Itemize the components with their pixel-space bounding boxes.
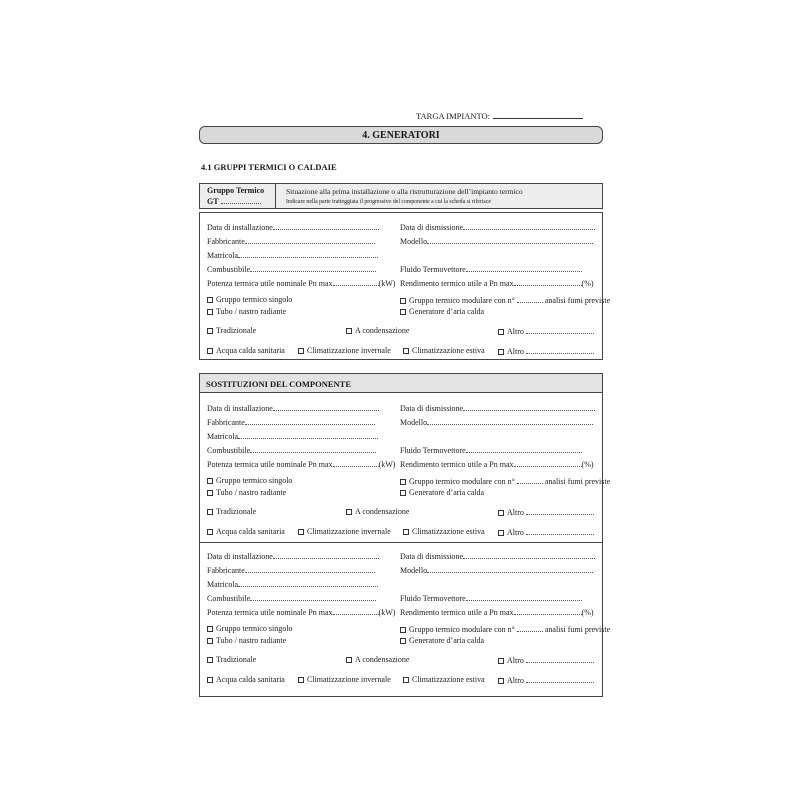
condensazione-checkbox[interactable] <box>346 328 352 334</box>
perc-unit: (%) <box>581 608 594 617</box>
matricola-label: Matricola <box>207 432 239 441</box>
altro-tipo-checkbox[interactable] <box>498 510 504 516</box>
altro-uso-option <box>498 346 594 357</box>
clima-estiva-checkbox[interactable] <box>403 529 409 535</box>
gruppo-modulare-option <box>400 476 610 487</box>
acqua-option <box>207 527 285 537</box>
combustibile-label: Combustibile <box>207 594 251 603</box>
rendimento-field <box>400 278 594 289</box>
gruppo-singolo-checkbox[interactable] <box>207 478 213 484</box>
altro-uso-label: Altro <box>507 347 524 356</box>
fill-line[interactable] <box>245 236 375 244</box>
matricola-field <box>207 431 378 442</box>
fill-line[interactable] <box>250 445 376 453</box>
fill-line[interactable] <box>238 431 378 439</box>
altro-tipo-checkbox[interactable] <box>498 329 504 335</box>
targa-input-line[interactable] <box>493 110 583 119</box>
fluido-label: Fluido Termovettore <box>400 446 466 455</box>
condensazione-option <box>346 326 409 336</box>
altro-tipo-label: Altro <box>507 656 524 665</box>
fill-line[interactable] <box>273 222 379 230</box>
gruppo-singolo-option <box>207 476 292 486</box>
fabbricante-field <box>207 417 375 428</box>
perc-unit: (%) <box>581 460 594 469</box>
clima-est-option <box>403 675 485 685</box>
acqua-sanitaria-checkbox[interactable] <box>207 529 213 535</box>
generatore-aria-label: Generatore d’aria calda <box>409 488 485 497</box>
clima-inv-label: Climatizzazione invernale <box>307 675 391 684</box>
potenza-field <box>207 607 395 618</box>
modello-field <box>400 417 593 428</box>
clima-est-label: Climatizzazione estiva <box>412 346 485 355</box>
altro-uso-label: Altro <box>507 528 524 537</box>
fill-line[interactable] <box>463 222 595 230</box>
modello-field <box>400 565 593 576</box>
analisi-label: analisi fumi previste <box>544 625 611 634</box>
analisi-label: analisi fumi previste <box>544 296 611 305</box>
condensazione-option <box>346 507 409 517</box>
fabbricante-label: Fabbricante <box>207 237 245 246</box>
gruppo-modulare-checkbox[interactable] <box>400 298 406 304</box>
gruppo-modulare-option <box>400 295 610 306</box>
gt-note: Indicare nella parte tratteggiata il progressivo del componente a cui la scheda si riferisce <box>286 199 491 205</box>
clima-estiva-checkbox[interactable] <box>403 348 409 354</box>
generatore-aria-checkbox[interactable] <box>400 309 406 315</box>
data-dismissione-field <box>400 551 595 562</box>
fill-line[interactable] <box>250 264 376 272</box>
fill-line[interactable] <box>514 607 582 615</box>
data-installazione-field <box>207 551 379 562</box>
modello-label: Modello <box>400 566 428 575</box>
clima-inv-option <box>298 527 391 537</box>
page-title: 4. GENERATORI <box>199 126 603 144</box>
fill-line[interactable] <box>514 278 582 286</box>
tradizionale-option <box>207 507 256 517</box>
fill-line[interactable] <box>526 655 594 663</box>
gruppo-singolo-checkbox[interactable] <box>207 626 213 632</box>
generatore-aria-option <box>400 307 484 317</box>
matricola-label: Matricola <box>207 251 239 260</box>
fill-line[interactable] <box>250 593 376 601</box>
fill-line[interactable] <box>238 250 378 258</box>
fill-line[interactable] <box>463 403 595 411</box>
fill-line[interactable] <box>245 565 375 573</box>
fabbricante-field <box>207 565 375 576</box>
fill-line[interactable] <box>517 295 543 303</box>
kw-unit: (kW) <box>378 608 396 617</box>
data-dismissione-label: Data di dismissione <box>400 223 464 232</box>
potenza-label: Potenza termica utile nominale Pn max <box>207 279 333 288</box>
condensazione-checkbox[interactable] <box>346 657 352 663</box>
generatore-aria-label: Generatore d’aria calda <box>409 307 485 316</box>
gruppo-modulare-option <box>400 624 610 635</box>
tubo-option <box>207 636 286 646</box>
clima-invernale-checkbox[interactable] <box>298 677 304 683</box>
gruppo-singolo-label: Gruppo termico singolo <box>216 476 293 485</box>
kw-unit: (kW) <box>378 460 396 469</box>
matricola-label: Matricola <box>207 580 239 589</box>
gt-number-field[interactable] <box>221 196 261 204</box>
data-dismissione-field <box>400 403 595 414</box>
combustibile-field <box>207 264 376 275</box>
fluido-field <box>400 445 582 456</box>
gruppo-modulare-checkbox[interactable] <box>400 479 406 485</box>
fill-line[interactable] <box>514 459 582 467</box>
block-divider <box>199 542 603 543</box>
potenza-label: Potenza termica utile nominale Pn max <box>207 460 333 469</box>
fill-line[interactable] <box>333 459 379 467</box>
fill-line[interactable] <box>526 346 594 354</box>
matricola-field <box>207 250 378 261</box>
condensazione-option <box>346 655 409 665</box>
gt-header <box>199 183 603 209</box>
fill-line[interactable] <box>466 593 582 601</box>
data-installazione-label: Data di installazione <box>207 552 273 561</box>
clima-inv-option <box>298 346 391 356</box>
sostituzioni-title: SOSTITUZIONI DEL COMPONENTE <box>199 373 603 393</box>
fill-line[interactable] <box>517 476 543 484</box>
fill-line[interactable] <box>333 278 379 286</box>
data-installazione-label: Data di installazione <box>207 223 273 232</box>
fabbricante-field <box>207 236 375 247</box>
gruppo-modulare-label: Gruppo termico modulare con n° <box>409 477 515 486</box>
matricola-field <box>207 579 378 590</box>
clima-est-label: Climatizzazione estiva <box>412 675 485 684</box>
data-installazione-field <box>207 222 379 233</box>
analisi-label: analisi fumi previste <box>544 477 611 486</box>
generatore-aria-checkbox[interactable] <box>400 638 406 644</box>
clima-est-option <box>403 527 485 537</box>
gruppo-modulare-label: Gruppo termico modulare con n° <box>409 625 515 634</box>
gruppo-singolo-label: Gruppo termico singolo <box>216 295 293 304</box>
tradizionale-checkbox[interactable] <box>207 509 213 515</box>
clima-estiva-checkbox[interactable] <box>403 677 409 683</box>
gt-label-line1: Gruppo Termico <box>207 186 265 195</box>
gruppo-modulare-label: Gruppo termico modulare con n° <box>409 296 515 305</box>
altro-tipo-label: Altro <box>507 508 524 517</box>
fill-line[interactable] <box>526 326 594 334</box>
tradizionale-option <box>207 655 256 665</box>
tradizionale-option <box>207 326 256 336</box>
acqua-option <box>207 346 285 356</box>
fluido-field <box>400 593 582 604</box>
gruppo-singolo-checkbox[interactable] <box>207 297 213 303</box>
data-installazione-field <box>207 403 379 414</box>
clima-invernale-checkbox[interactable] <box>298 348 304 354</box>
fill-line[interactable] <box>463 551 595 559</box>
fill-line[interactable] <box>526 675 594 683</box>
acqua-sanitaria-checkbox[interactable] <box>207 677 213 683</box>
fill-line[interactable] <box>238 579 378 587</box>
clima-est-label: Climatizzazione estiva <box>412 527 485 536</box>
fluido-label: Fluido Termovettore <box>400 265 466 274</box>
tradizionale-label: Tradizionale <box>216 507 257 516</box>
combustibile-label: Combustibile <box>207 446 251 455</box>
tradizionale-checkbox[interactable] <box>207 328 213 334</box>
fill-line[interactable] <box>427 565 593 573</box>
fill-line[interactable] <box>517 624 543 632</box>
altro-uso-label: Altro <box>507 676 524 685</box>
generatore-aria-checkbox[interactable] <box>400 490 406 496</box>
potenza-field <box>207 459 395 470</box>
clima-invernale-checkbox[interactable] <box>298 529 304 535</box>
altro-tipo-option <box>498 507 594 518</box>
tubo-option <box>207 307 286 317</box>
rendimento-field <box>400 459 594 470</box>
fill-line[interactable] <box>273 403 379 411</box>
fill-line[interactable] <box>466 264 582 272</box>
potenza-label: Potenza termica utile nominale Pn max <box>207 608 333 617</box>
targa-label: TARGA IMPIANTO: <box>416 111 491 121</box>
generatore-aria-label: Generatore d’aria calda <box>409 636 485 645</box>
fabbricante-label: Fabbricante <box>207 418 245 427</box>
tradizionale-checkbox[interactable] <box>207 657 213 663</box>
tubo-label: Tubo / nastro radiante <box>216 488 287 497</box>
fill-line[interactable] <box>526 507 594 515</box>
gt-label-cell <box>200 184 276 208</box>
acqua-label: Acqua calda sanitaria <box>216 675 285 684</box>
clima-est-option <box>403 346 485 356</box>
condensazione-checkbox[interactable] <box>346 509 352 515</box>
condensazione-label: A condensazione <box>355 326 410 335</box>
rendimento-label: Rendimento termico utile a Pn max <box>400 279 514 288</box>
gt-desc: Situazione alla prima installazione o alla ristrutturazione dell’impianto termico <box>286 187 523 196</box>
altro-tipo-checkbox[interactable] <box>498 658 504 664</box>
modello-label: Modello <box>400 418 428 427</box>
altro-tipo-option <box>498 655 594 666</box>
tubo-radiante-checkbox[interactable] <box>207 638 213 644</box>
potenza-field <box>207 278 395 289</box>
modello-label: Modello <box>400 237 428 246</box>
data-dismissione-label: Data di dismissione <box>400 404 464 413</box>
fill-line[interactable] <box>273 551 379 559</box>
fill-line[interactable] <box>427 236 593 244</box>
gruppo-modulare-checkbox[interactable] <box>400 627 406 633</box>
acqua-label: Acqua calda sanitaria <box>216 527 285 536</box>
rendimento-label: Rendimento termico utile a Pn max <box>400 608 514 617</box>
gruppo-singolo-option <box>207 624 292 634</box>
data-installazione-label: Data di installazione <box>207 404 273 413</box>
tubo-radiante-checkbox[interactable] <box>207 490 213 496</box>
tradizionale-label: Tradizionale <box>216 655 257 664</box>
altro-uso-checkbox[interactable] <box>498 349 504 355</box>
modello-field <box>400 236 593 247</box>
condensazione-label: A condensazione <box>355 507 410 516</box>
tradizionale-label: Tradizionale <box>216 326 257 335</box>
combustibile-field <box>207 445 376 456</box>
generatore-aria-option <box>400 636 484 646</box>
tubo-option <box>207 488 286 498</box>
gt-label-line2: GT <box>207 197 219 206</box>
fabbricante-label: Fabbricante <box>207 566 245 575</box>
clima-inv-label: Climatizzazione invernale <box>307 346 391 355</box>
rendimento-label: Rendimento termico utile a Pn max <box>400 460 514 469</box>
altro-uso-checkbox[interactable] <box>498 678 504 684</box>
condensazione-label: A condensazione <box>355 655 410 664</box>
fill-line[interactable] <box>333 607 379 615</box>
data-dismissione-label: Data di dismissione <box>400 552 464 561</box>
generatore-aria-option <box>400 488 484 498</box>
fill-line[interactable] <box>526 527 594 535</box>
kw-unit: (kW) <box>378 279 396 288</box>
gruppo-singolo-option <box>207 295 292 305</box>
tubo-label: Tubo / nastro radiante <box>216 307 287 316</box>
acqua-option <box>207 675 285 685</box>
rendimento-field <box>400 607 594 618</box>
acqua-label: Acqua calda sanitaria <box>216 346 285 355</box>
data-dismissione-field <box>400 222 595 233</box>
acqua-sanitaria-checkbox[interactable] <box>207 348 213 354</box>
fluido-field <box>400 264 582 275</box>
altro-tipo-option <box>498 326 594 337</box>
clima-inv-label: Climatizzazione invernale <box>307 527 391 536</box>
perc-unit: (%) <box>581 279 594 288</box>
tubo-label: Tubo / nastro radiante <box>216 636 287 645</box>
fill-line[interactable] <box>466 445 582 453</box>
fluido-label: Fluido Termovettore <box>400 594 466 603</box>
gruppo-singolo-label: Gruppo termico singolo <box>216 624 293 633</box>
altro-uso-option <box>498 527 594 538</box>
altro-uso-checkbox[interactable] <box>498 530 504 536</box>
section-heading: 4.1 GRUPPI TERMICI O CALDAIE <box>201 162 337 172</box>
targa-impianto <box>416 110 583 121</box>
altro-uso-option <box>498 675 594 686</box>
fill-line[interactable] <box>245 417 375 425</box>
gt-description <box>286 187 523 207</box>
combustibile-label: Combustibile <box>207 265 251 274</box>
fill-line[interactable] <box>427 417 593 425</box>
altro-tipo-label: Altro <box>507 327 524 336</box>
combustibile-field <box>207 593 376 604</box>
tubo-radiante-checkbox[interactable] <box>207 309 213 315</box>
clima-inv-option <box>298 675 391 685</box>
